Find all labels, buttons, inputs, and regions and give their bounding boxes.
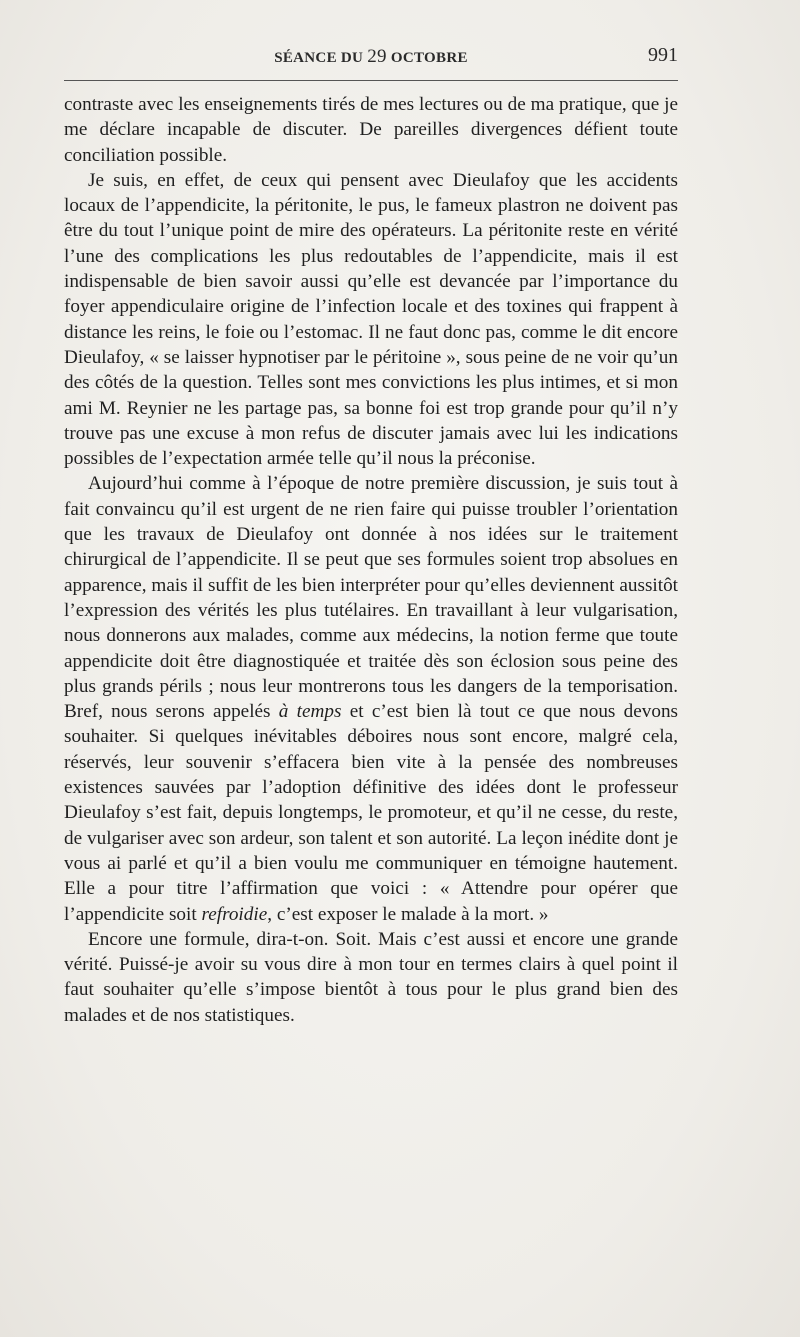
paragraph-3 bbox=[64, 471, 678, 926]
running-head bbox=[64, 46, 678, 70]
page-number: 991 bbox=[648, 44, 678, 66]
paragraph-2: Je suis, en effet, de ceux qui pensent avec Dieulafoy que les accidents locaux de l’appendicite, la péritonite, le pus, le fameux plastron ne doivent pas être du tout l’unique point de mire des opérateurs. La péritonite reste en vérité l’une des complications les plus redoutables de l’appendicite, mais il est indispensable de bien savoir aussi qu’elle est devancée par l’importance du foyer appendiculaire origine de l’infection locale et des toxines qui frappent à distance les reins, le foie ou l’estomac. Il ne faut donc pas, comme le dit encore Dieulafoy, « se laisser hypnotiser par le péritoine », sous peine de ne voir qu’un des côtés de la question. Telles sont mes convictions les plus intimes, et si mon ami M. Reynier ne les partage pas, sa bonne foi est trop grande pour qu’il n’y trouve pas une excuse à mon refus de discuter jamais avec lui les indications possibles de l’expectation armée telle qu’il nous la préconise. bbox=[64, 169, 678, 470]
body-text bbox=[64, 92, 678, 1028]
paragraph-1: contraste avec les enseignements tirés de mes lectures ou de ma pratique, que je me déclare incapable de discuter. De pareilles divergences défient toute conciliation possible. bbox=[64, 94, 678, 166]
paragraph-4: Encore une formule, dira-t-on. Soit. Mais c’est aussi et encore une grande vérité. Puissé-je avoir su vous dire à mon tour en termes clairs à quel point il faut souhaiter qu’elle s’impose bientôt à tous pour le plus grand bien des malades et de nos statistiques. bbox=[64, 928, 678, 1026]
running-title-day: 29 bbox=[367, 46, 387, 67]
running-title-session: SÉANCE DU bbox=[274, 50, 364, 66]
paragraph-3-part-3: , c’est exposer le malade à la mort. » bbox=[267, 903, 549, 925]
running-title bbox=[64, 46, 678, 68]
paragraph-3-emphasis-a-temps: à temps bbox=[278, 701, 342, 723]
paragraph-3-part-2: et c’est bien là tout ce que nous devons souhaiter. Si quelques inévitables déboires nous sont encore, malgré cela, réservés, leur souvenir s’effacera bien vite à la pensée des nombreuses existences sauvées par l’adoption définitive des idées dont le professeur Dieulafoy s’est fait, depuis longtemps, le promoteur, et qu’il ne cesse, du reste, de vulgariser avec son ardeur, son talent et son autorité. La leçon inédite dont je vous ai parlé et qu’il a bien voulu me communiquer en témoigne hautement. Elle a pour titre l’affirmation que voici : « Attendre pour opérer que l’appendicite soit bbox=[64, 701, 679, 925]
paragraph-3-emphasis-refroidie: refroidie bbox=[201, 903, 268, 925]
header-rule bbox=[64, 80, 678, 81]
running-title-month: OCTOBRE bbox=[390, 50, 468, 66]
paragraph-3-part-1: Aujourd’hui comme à l’époque de notre première discussion, je suis tout à fait convaincu qu’il est urgent de ne rien faire qui puisse troubler l’orientation que les travaux de Dieulafoy ont donnée à nos idées sur le traitement chirurgical de l’appendicite. Il se peut que ses formules soient trop absolues en apparence, mais il suffit de les bien interpréter pour qu’elles deviennent aussitôt l’expression des vérités les plus tutélaires. En travaillant à leur vulgarisation, nous donnerons aux malades, comme aux médecins, la notion ferme que toute appendicite doit être diagnostiquée et traitée dès son éclosion sous peine des plus grands périls ; nous leur montrerons tous les dangers de la temporisation. Bref, nous serons appelés bbox=[64, 473, 678, 723]
